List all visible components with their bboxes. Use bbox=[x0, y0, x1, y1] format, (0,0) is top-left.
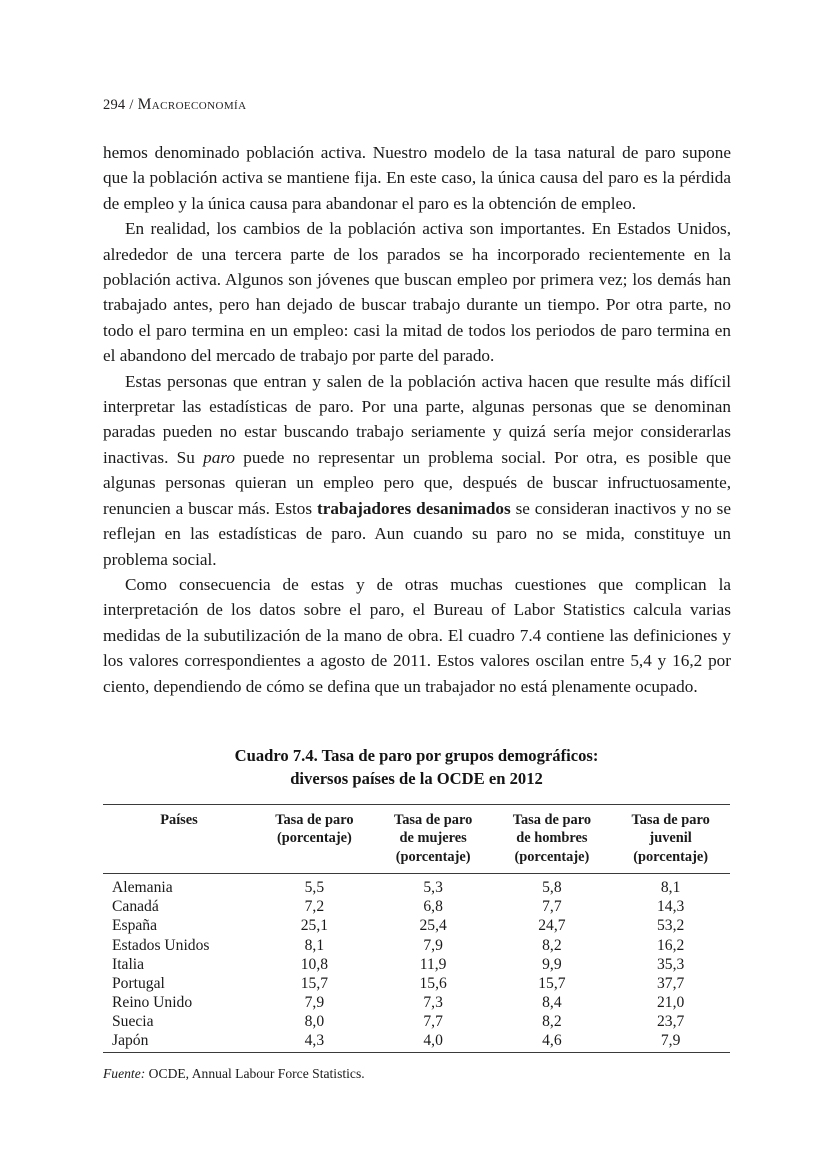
text-run: En realidad, los cambios de la población activa son importantes. En Estados Unidos, alrededor de una tercera parte de los parados se ha incorporado recientemente en la población activa. Algunos son jóvenes que buscan empleo por primera vez; los demás han trabajado antes, pero han dejado de buscar trabajo durante un tiempo. Por otra parte, no todo el paro termina en un empleo: casi la mitad de todos los periodos de paro termina en el abandono del mercado de trabajo por parte del parado. bbox=[103, 219, 731, 366]
table-row bbox=[103, 936, 730, 955]
cell-youth: 37,7 bbox=[656, 974, 685, 992]
column-header-line: juvenil bbox=[649, 830, 692, 847]
emphasis-term: paro bbox=[203, 447, 235, 467]
cell-youth: 53,2 bbox=[656, 917, 685, 935]
table-caption bbox=[103, 745, 730, 790]
running-head-separator: / bbox=[129, 97, 134, 113]
cell-men: 9,9 bbox=[542, 955, 562, 973]
cell-country: Reino Unido bbox=[112, 993, 193, 1011]
cell-country: España bbox=[112, 917, 158, 935]
unemployment-table bbox=[103, 804, 730, 1053]
table-row bbox=[103, 1012, 730, 1031]
cell-youth: 8,1 bbox=[660, 879, 681, 897]
column-header-line: Tasa de paro bbox=[393, 812, 473, 828]
cell-total: 25,1 bbox=[300, 917, 329, 935]
table-source-note bbox=[103, 1065, 730, 1083]
cell-youth: 35,3 bbox=[656, 955, 685, 973]
cell-youth: 7,9 bbox=[660, 1031, 681, 1049]
cell-youth: 21,0 bbox=[656, 993, 685, 1011]
cell-total: 7,2 bbox=[304, 898, 325, 916]
column-header-women bbox=[374, 805, 493, 874]
cell-men: 24,7 bbox=[538, 917, 566, 935]
column-header-total bbox=[255, 805, 374, 874]
column-header-line: de hombres bbox=[516, 830, 588, 847]
cell-women: 25,4 bbox=[419, 917, 447, 935]
source-text: OCDE, Annual Labour Force Statistics. bbox=[145, 1066, 365, 1082]
text-run: Estas personas que entran y salen de la población activa hacen que resulte más difícil interpretar las estadísticas de paro. Por una parte, algunas personas que se denominan paradas pueden no estar buscando trabajo seriamente y quizá sería mejor considerarlas inactivas. Su bbox=[103, 371, 731, 467]
column-header-line: Tasa de paro bbox=[512, 812, 592, 828]
paragraph-p4 bbox=[103, 572, 731, 699]
cell-men: 4,6 bbox=[542, 1031, 562, 1049]
table-row bbox=[103, 1031, 730, 1053]
table-row bbox=[103, 874, 730, 898]
cell-men: 8,4 bbox=[542, 993, 562, 1011]
column-header-line: (porcentaje) bbox=[395, 848, 471, 865]
cell-women: 7,3 bbox=[423, 993, 443, 1011]
cell-men: 8,2 bbox=[542, 1012, 562, 1030]
cell-total: 7,9 bbox=[304, 993, 325, 1011]
running-head-book-title: Macroeconomía bbox=[137, 96, 247, 113]
table-header-row bbox=[103, 805, 730, 874]
table-row bbox=[103, 993, 730, 1012]
body-text-column bbox=[103, 140, 731, 699]
text-run: hemos denominado población activa. Nuestro modelo de la tasa natural de paro supone que la población activa se mantiene fija. En este caso, la única causa del paro es la pérdida de empleo y la única causa para abandonar el paro es la obtención de empleo. bbox=[103, 143, 731, 213]
cell-country: Portugal bbox=[112, 974, 165, 992]
table-header bbox=[103, 805, 730, 874]
cell-women: 5,3 bbox=[423, 879, 443, 897]
column-header-men bbox=[493, 805, 612, 874]
key-term: trabajadores desanimados bbox=[317, 498, 511, 518]
column-header-line: Tasa de paro bbox=[631, 812, 710, 828]
cell-youth: 16,2 bbox=[656, 936, 685, 954]
cell-youth: 14,3 bbox=[656, 898, 685, 916]
cell-total: 4,3 bbox=[304, 1031, 325, 1049]
column-header-line: Países bbox=[160, 812, 198, 828]
cell-women: 15,6 bbox=[419, 974, 447, 992]
table-block bbox=[103, 745, 730, 1083]
cell-women: 7,7 bbox=[423, 1012, 443, 1030]
cell-total: 10,8 bbox=[300, 955, 329, 973]
page-folio: 294 bbox=[103, 97, 126, 113]
cell-total: 8,0 bbox=[304, 1012, 325, 1030]
cell-men: 8,2 bbox=[542, 936, 562, 954]
column-header-line: (porcentaje) bbox=[633, 848, 709, 865]
paragraph-p2 bbox=[103, 216, 731, 368]
paragraph-p3 bbox=[103, 369, 731, 572]
column-header-youth bbox=[611, 805, 730, 874]
table-row bbox=[103, 955, 730, 974]
column-header-line: de mujeres bbox=[399, 830, 467, 847]
table-row bbox=[103, 897, 730, 916]
cell-country: Suecia bbox=[112, 1012, 154, 1030]
table-row bbox=[103, 974, 730, 993]
cell-country: Japón bbox=[112, 1031, 149, 1049]
cell-women: 7,9 bbox=[423, 936, 443, 954]
column-header-line: (porcentaje) bbox=[276, 830, 352, 847]
cell-total: 15,7 bbox=[300, 974, 329, 992]
text-run: se consideran inactivos y no se reflejan en las estadísticas de paro. Aun cuando su paro no se mida, constituye un problema social. bbox=[103, 498, 732, 569]
cell-women: 6,8 bbox=[423, 898, 443, 916]
table-row bbox=[103, 916, 730, 935]
cell-country: Canadá bbox=[112, 898, 159, 916]
cell-youth: 23,7 bbox=[656, 1012, 685, 1030]
text-run: Como consecuencia de estas y de otras muchas cuestiones que complican la interpretación de los datos sobre el paro, el Bureau of Labor Statistics calcula varias medidas de la subutilización de la mano de obra. El cuadro 7.4 contiene las definiciones y los valores correspondientes a agosto de 2011. Estos valores oscilan entre 5,4 y 16,2 por ciento, dependiendo de cómo se defina que un trabajador no está plenamente ocupado. bbox=[103, 574, 731, 696]
cell-country: Estados Unidos bbox=[112, 936, 210, 954]
cell-country: Alemania bbox=[112, 879, 173, 897]
cell-country: Italia bbox=[112, 955, 145, 973]
source-label: Fuente: bbox=[103, 1066, 146, 1082]
running-head bbox=[103, 96, 246, 114]
cell-total: 8,1 bbox=[304, 936, 325, 954]
cell-total: 5,5 bbox=[304, 879, 325, 897]
table-body bbox=[103, 874, 730, 1053]
column-header-country bbox=[103, 805, 255, 874]
cell-men: 5,8 bbox=[542, 879, 562, 897]
paragraph-p1 bbox=[103, 140, 731, 216]
table-caption-line-2: diversos países de la OCDE en 2012 bbox=[290, 768, 543, 788]
cell-men: 7,7 bbox=[542, 898, 562, 916]
cell-men: 15,7 bbox=[538, 974, 566, 992]
cell-women: 11,9 bbox=[419, 955, 447, 973]
text-run: puede no representar un problema social. Por otra, es posible que algunas personas quieran un empleo pero que, después de buscar infructuosamente, renuncien a buscar más. Estos bbox=[103, 447, 731, 518]
column-header-line: (porcentaje) bbox=[514, 848, 590, 865]
table-caption-line-1: Cuadro 7.4. Tasa de paro por grupos demográficos: bbox=[234, 746, 599, 765]
cell-women: 4,0 bbox=[423, 1031, 443, 1049]
column-header-line: Tasa de paro bbox=[275, 812, 354, 828]
